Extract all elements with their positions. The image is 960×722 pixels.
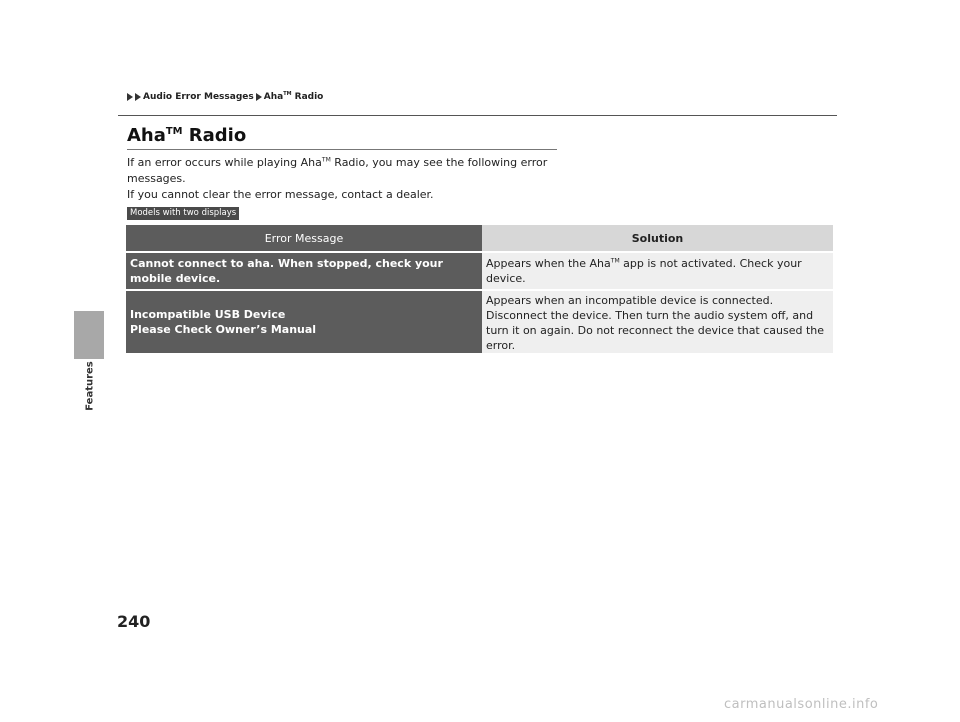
solution-cell: Appears when the Aha™ app is not activated. Check your device.: [482, 253, 833, 289]
solution-cell: Appears when an incompatible device is connected. Disconnect the device. Then turn the audio system off, and turn it on again. Do not reconnect the device that caused the error.: [482, 291, 833, 353]
table-row: [126, 253, 833, 289]
table-header-row: [126, 225, 833, 251]
arrow-right-icon: [256, 93, 262, 101]
page-number: 240: [117, 612, 151, 631]
error-message-cell: Cannot connect to aha. When stopped, check your mobile device.: [126, 253, 482, 289]
column-header-solution: Solution: [482, 225, 833, 251]
breadcrumb-item-audio-error-messages: Audio Error Messages: [143, 92, 254, 102]
arrow-right-icon: [135, 93, 141, 101]
breadcrumb: [127, 92, 323, 102]
breadcrumb-item-aha-radio: Aha™ Radio: [263, 91, 324, 102]
intro-line-1: If an error occurs while playing Aha™ Radio, you may see the following error messages.: [127, 156, 548, 185]
arrow-right-icon: [127, 93, 133, 101]
title-rule: [127, 149, 557, 150]
page-title: Aha™ Radio: [127, 125, 247, 146]
watermark: carmanualsonline.info: [724, 697, 879, 712]
intro-text: [127, 155, 557, 203]
breadcrumb-separator: [256, 93, 264, 101]
table-row: [126, 291, 833, 353]
breadcrumb-arrows: [127, 93, 143, 101]
column-header-error: Error Message: [126, 225, 482, 251]
model-badge: Models with two displays: [127, 207, 239, 220]
section-label: Features: [84, 361, 96, 411]
error-message-cell: Incompatible USB Device Please Check Owner’s Manual: [126, 291, 482, 353]
intro-line-2: If you cannot clear the error message, contact a dealer.: [127, 188, 434, 201]
error-table: [126, 223, 833, 355]
section-tab: [74, 311, 104, 359]
header-rule: [118, 115, 837, 116]
